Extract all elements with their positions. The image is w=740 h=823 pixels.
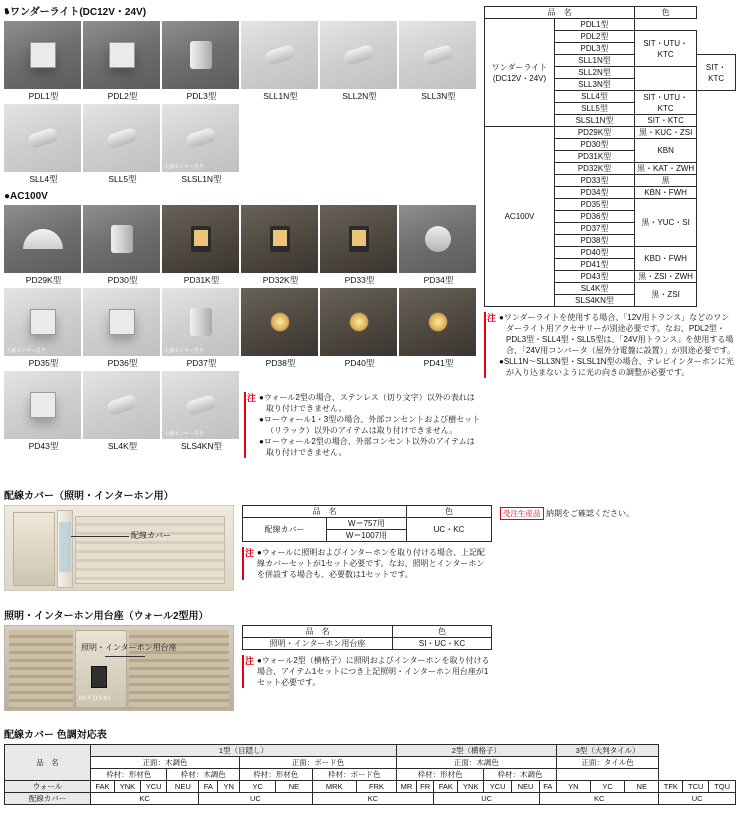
- product-cell: [4, 21, 83, 102]
- ct-code-cell: MRK: [312, 781, 356, 793]
- spec-product-name: PDL3型: [555, 43, 635, 55]
- interphone-base-section: [4, 607, 736, 711]
- note-line: ●SLL1N～SLL3N型・SLSL1N型の場合、テレビインターホンに光が入り込まないように光の向きの調整が必要です。: [499, 357, 734, 377]
- wiring-title: 配線カバー（照明・インターホン用）: [4, 491, 174, 502]
- ct-code-cell: FR: [416, 781, 433, 793]
- spec-product-color: SIT・KTC: [697, 55, 736, 91]
- ct-face-header: 正面：タイル色: [556, 757, 659, 769]
- product-cell: [4, 288, 83, 369]
- ct-type-header: 3型（大判タイル）: [556, 745, 659, 757]
- spec-product-name: PD30型: [555, 139, 635, 151]
- ct-code-cell: NE: [276, 781, 312, 793]
- spec-product-name: PD33型: [555, 175, 635, 187]
- product-cell: [162, 371, 241, 452]
- ct-code-cell: YN: [218, 781, 240, 793]
- product-photo: [83, 21, 160, 89]
- spec-product-name: SLS4KN型: [555, 295, 635, 307]
- interphone-callout: 照明・インターホン用台座: [81, 643, 177, 652]
- product-cell: [241, 205, 320, 286]
- product-photo-note: 人感センサー付き: [164, 348, 205, 354]
- spec-product-color: KBN・FWH: [635, 187, 697, 199]
- product-photo: [162, 371, 239, 439]
- spec-product-name: PD36型: [555, 211, 635, 223]
- product-grid-dc: [4, 21, 480, 187]
- spec-product-name: SLL5型: [555, 103, 635, 115]
- color-chart-table: [4, 744, 736, 805]
- product-cell: [241, 21, 320, 102]
- wiring-table: [242, 505, 492, 542]
- product-label: PD31K型: [183, 275, 220, 285]
- ct-code-cell: NEU: [167, 781, 199, 793]
- product-photo-note: 人感センサー付き: [6, 348, 47, 354]
- spec-product-name: PD31K型: [555, 151, 635, 163]
- spec-product-color: SIT・KTC: [635, 115, 697, 127]
- product-photo: [162, 104, 239, 172]
- product-photo: [241, 288, 318, 356]
- product-cell: [162, 205, 241, 286]
- ct-code-cell: YC: [590, 781, 624, 793]
- product-photo: [83, 371, 160, 439]
- ct-frame-header: 枠材：ボード色: [312, 769, 396, 781]
- spec-group-label: ワンダーライト (DC12V・24V): [485, 19, 555, 127]
- ct-code-cell: YCU: [484, 781, 512, 793]
- product-photo: [162, 205, 239, 273]
- ct-cover-value: UC: [659, 793, 736, 805]
- ct-code-cell: FA: [539, 781, 556, 793]
- wiring-row-name: 配線カバー: [243, 518, 327, 542]
- product-label: PD30型: [107, 275, 138, 285]
- right-notes: [484, 312, 736, 378]
- product-photo: [399, 288, 476, 356]
- ct-type-header: 1型（目隠し）: [91, 745, 397, 757]
- left-notes-body: [256, 392, 482, 458]
- ct-face-header: 正面：木調色: [397, 757, 557, 769]
- wiring-row-size: W＝757用: [327, 518, 407, 530]
- wonderlight-title-text: ●ワンダーライト(DC12V・24V): [4, 7, 147, 18]
- product-cell: [4, 205, 83, 286]
- product-cell: [4, 104, 83, 185]
- product-cell: [241, 288, 320, 369]
- interphone-note: [242, 655, 492, 688]
- product-cell: [83, 21, 162, 102]
- interphone-row-color: SI・UC・KC: [393, 638, 492, 650]
- spec-product-name: SLL2N型: [555, 67, 635, 79]
- product-photo-note: 人感センサー付き: [164, 431, 205, 437]
- product-label: PD34型: [423, 275, 454, 285]
- product-cell: [320, 288, 399, 369]
- product-photo: [83, 205, 160, 273]
- product-label: SLL5型: [108, 174, 137, 184]
- product-cell: [399, 21, 478, 102]
- spec-product-name: PDL2型: [555, 31, 635, 43]
- wiring-callout: 配線カバー: [131, 531, 171, 540]
- spec-product-color: 黒: [635, 175, 697, 187]
- ct-face-header: 正面：木調色: [91, 757, 240, 769]
- spec-product-color: 黒・ZSI・ZWH: [635, 271, 697, 283]
- wiring-header-name: 品 名: [243, 506, 407, 518]
- product-photo: [4, 205, 81, 273]
- product-photo: [4, 104, 81, 172]
- product-label: PD35型: [28, 358, 59, 368]
- ct-cover-value: UC: [199, 793, 312, 805]
- spec-table: [484, 6, 736, 307]
- color-chart-section: [4, 726, 736, 805]
- product-label: PD38型: [265, 358, 296, 368]
- product-label: SLS4KN型: [180, 441, 223, 451]
- product-photo: [4, 21, 81, 89]
- ct-wall-row: [5, 781, 736, 793]
- spec-product-name: SLL4型: [555, 91, 635, 103]
- wiring-cover-section: [4, 487, 736, 591]
- wiring-row-size-2: W＝1007用: [327, 530, 407, 542]
- product-cell: [83, 205, 162, 286]
- product-label: PD29K型: [25, 275, 62, 285]
- spec-product-color: 黒・ZSI: [635, 283, 697, 307]
- ct-cover-row: [5, 793, 736, 805]
- product-label: PD37型: [186, 358, 217, 368]
- product-photo: [320, 21, 397, 89]
- product-cell: [399, 205, 478, 286]
- spec-row: [485, 127, 736, 139]
- ct-cover-label: 配線カバー: [5, 793, 91, 805]
- ct-frame-header: 枠材：形材色: [240, 769, 313, 781]
- ct-cover-value: UC: [434, 793, 540, 805]
- spec-group-label: AC100V: [485, 127, 555, 307]
- product-label: SLSL1N型: [181, 174, 222, 184]
- ct-header-name: 品 名: [5, 745, 91, 781]
- product-cell: [162, 288, 241, 369]
- note-mark-icon: 注: [242, 547, 254, 580]
- spec-product-name: PD32K型: [555, 163, 635, 175]
- spec-product-color: KBN: [635, 139, 697, 163]
- ct-code-cell: NE: [625, 781, 659, 793]
- photo-watermark: MIYOSHI: [79, 696, 112, 702]
- product-photo: [320, 288, 397, 356]
- product-photo: [241, 21, 318, 89]
- product-label: SL4K型: [107, 441, 138, 451]
- product-photo: [162, 288, 239, 356]
- interphone-header-color: 色: [393, 626, 492, 638]
- product-label: SLL2N型: [342, 91, 377, 101]
- made-to-order-note: 納期をご確認ください。: [546, 509, 635, 518]
- ct-code-cell: YN: [556, 781, 590, 793]
- product-cell: [320, 205, 399, 286]
- spec-product-name: PD40型: [555, 247, 635, 259]
- ct-wall-label: ウォール: [5, 781, 91, 793]
- product-label: PD41型: [423, 358, 454, 368]
- ct-frame-header: 枠材：木調色: [167, 769, 240, 781]
- spec-header-name: 品 名: [485, 7, 635, 19]
- spec-product-color: KBD・FWH: [635, 247, 697, 271]
- ac100v-title: ●AC100V: [4, 191, 48, 202]
- ct-frame-header: 枠材：形材色: [91, 769, 167, 781]
- spec-product-color: SIT・UTU・KTC: [635, 91, 697, 115]
- spec-header-color: 色: [635, 7, 697, 19]
- ct-frame-header: 枠材：木調色: [484, 769, 557, 781]
- interphone-title: 照明・インターホン用台座（ウォール2型用）: [4, 611, 209, 622]
- ct-code-cell: YC: [240, 781, 276, 793]
- note-line: ●ウォール2型の場合、ステンレス（切り文字）以外の表れは取り付けできません。: [259, 393, 475, 413]
- right-notes-body: [496, 312, 736, 378]
- product-photo: [83, 104, 160, 172]
- ct-cover-value: KC: [91, 793, 199, 805]
- wiring-header-color: 色: [407, 506, 492, 518]
- note-mark-icon: 注: [484, 312, 496, 378]
- ct-code-cell: FRK: [356, 781, 396, 793]
- product-photo: [320, 205, 397, 273]
- product-label: SLL3N型: [421, 91, 456, 101]
- ct-code-cell: FAK: [434, 781, 458, 793]
- ct-code-cell: TCU: [683, 781, 709, 793]
- spec-row: [485, 19, 736, 31]
- product-label: PD43型: [28, 441, 59, 451]
- product-cell: [83, 371, 162, 452]
- spec-product-color: 黒・KUC・ZSI: [635, 127, 697, 139]
- ct-cover-value: KC: [312, 793, 434, 805]
- interphone-header-name: 品 名: [243, 626, 393, 638]
- product-cell: [4, 371, 83, 452]
- product-label: PDL1型: [28, 91, 59, 101]
- product-label: PD33型: [344, 275, 375, 285]
- product-label: SLL4型: [29, 174, 58, 184]
- made-to-order-stamp: 受注生産品: [500, 507, 544, 520]
- ct-code-cell: TFK: [659, 781, 683, 793]
- wiring-note: [242, 547, 492, 580]
- spec-product-color: 黒・KAT・ZWH: [635, 163, 697, 175]
- ct-code-cell: YNK: [458, 781, 484, 793]
- note-line: ●ローウォール2型の場合、外部コンセント以外のアイテムは取り付けできません。: [259, 437, 475, 457]
- product-label: PDL3型: [186, 91, 217, 101]
- interphone-note-text: ●ウォール2型（横格子）に照明およびインターホンを取り付ける場合、アイテム1セットにつき上記照明・インターホン用台座が1セット必要です。: [257, 656, 490, 687]
- spec-product-name: PDL1型: [555, 19, 635, 31]
- ct-code-cell: MR: [397, 781, 417, 793]
- ct-code-cell: NEU: [512, 781, 540, 793]
- spec-product-name: PD29K型: [555, 127, 635, 139]
- ct-cover-value: KC: [539, 793, 658, 805]
- spec-table-section: [484, 6, 736, 378]
- spec-product-color: SIT・UTU・KTC: [635, 31, 697, 67]
- interphone-photo: [4, 625, 234, 711]
- ct-code-cell: YCU: [140, 781, 167, 793]
- spec-product-name: PD34型: [555, 187, 635, 199]
- spec-product-name: PD37型: [555, 223, 635, 235]
- ct-code-cell: FA: [199, 781, 218, 793]
- product-cell: [162, 21, 241, 102]
- wiring-note-text: ●ウォールに照明およびインターホンを取り付ける場合、上記配線カバーセットが1セット必要です。なお、照明とインターホンを併設する場合も、必要数は1セットです。: [257, 548, 486, 579]
- left-notes: [244, 392, 482, 458]
- product-photo: [399, 205, 476, 273]
- interphone-table: [242, 625, 492, 650]
- wiring-photo: [4, 505, 234, 591]
- interphone-row-name: 照明・インターホン用台座: [243, 638, 393, 650]
- ct-code-cell: FAK: [91, 781, 115, 793]
- product-cell: [162, 104, 241, 185]
- product-photo: [83, 288, 160, 356]
- spec-product-name: PD41型: [555, 259, 635, 271]
- note-line: ●ワンダーライトを使用する場合、「12V用トランス」などのワンダーライト用アクセサリーが別途必要です。なお、PDL2型・PDL3型・SLL4型・SLL5型は、「24V用トランス」を使用する場合、「24V用コンバータ（屋外分電盤に設置）」が別途必要です。: [499, 313, 736, 355]
- ct-frame-header: [556, 769, 659, 781]
- product-photo: [399, 21, 476, 89]
- product-cell: [83, 104, 162, 185]
- spec-product-color: 黒・YUC・SI: [635, 199, 697, 247]
- wiring-row-color: UC・KC: [407, 518, 492, 542]
- product-photo: [4, 288, 81, 356]
- note-mark-icon: 注: [242, 655, 254, 688]
- ct-code-cell: TQU: [709, 781, 736, 793]
- product-label: PDL2型: [107, 91, 138, 101]
- product-photo: [4, 371, 81, 439]
- color-chart-title: 配線カバー 色調対応表: [4, 730, 107, 741]
- note-mark-icon: 注: [244, 392, 256, 458]
- product-label: SLL1N型: [263, 91, 298, 101]
- product-label: PD40型: [344, 358, 375, 368]
- spec-product-name: PD38型: [555, 235, 635, 247]
- spec-product-name: PD35型: [555, 199, 635, 211]
- product-photo: [241, 205, 318, 273]
- spec-product-name: SLL3N型: [555, 79, 635, 91]
- spec-product-name: SL4K型: [555, 283, 635, 295]
- spec-product-name: SLSL1N型: [555, 115, 635, 127]
- product-label: PD36型: [107, 358, 138, 368]
- spec-product-name: SLL1N型: [555, 55, 635, 67]
- product-cell: [399, 288, 478, 369]
- ct-frame-header: 枠材：形材色: [397, 769, 484, 781]
- product-label: PD32K型: [262, 275, 299, 285]
- product-photo-note: 人感センサー付き: [164, 164, 205, 170]
- product-cell: [320, 21, 399, 102]
- note-line: ●ローウォール1・3型の場合、外部コンセントおよび樹セット（リラック）以外のアイテムは取り付けできません。: [259, 415, 481, 435]
- ct-type-header: 2型（横格子）: [397, 745, 557, 757]
- spec-product-name: PD43型: [555, 271, 635, 283]
- product-photo: [162, 21, 239, 89]
- ct-code-cell: YNK: [114, 781, 140, 793]
- ct-face-header: 正面：ボード色: [240, 757, 397, 769]
- product-section: [4, 4, 480, 458]
- product-cell: [83, 288, 162, 369]
